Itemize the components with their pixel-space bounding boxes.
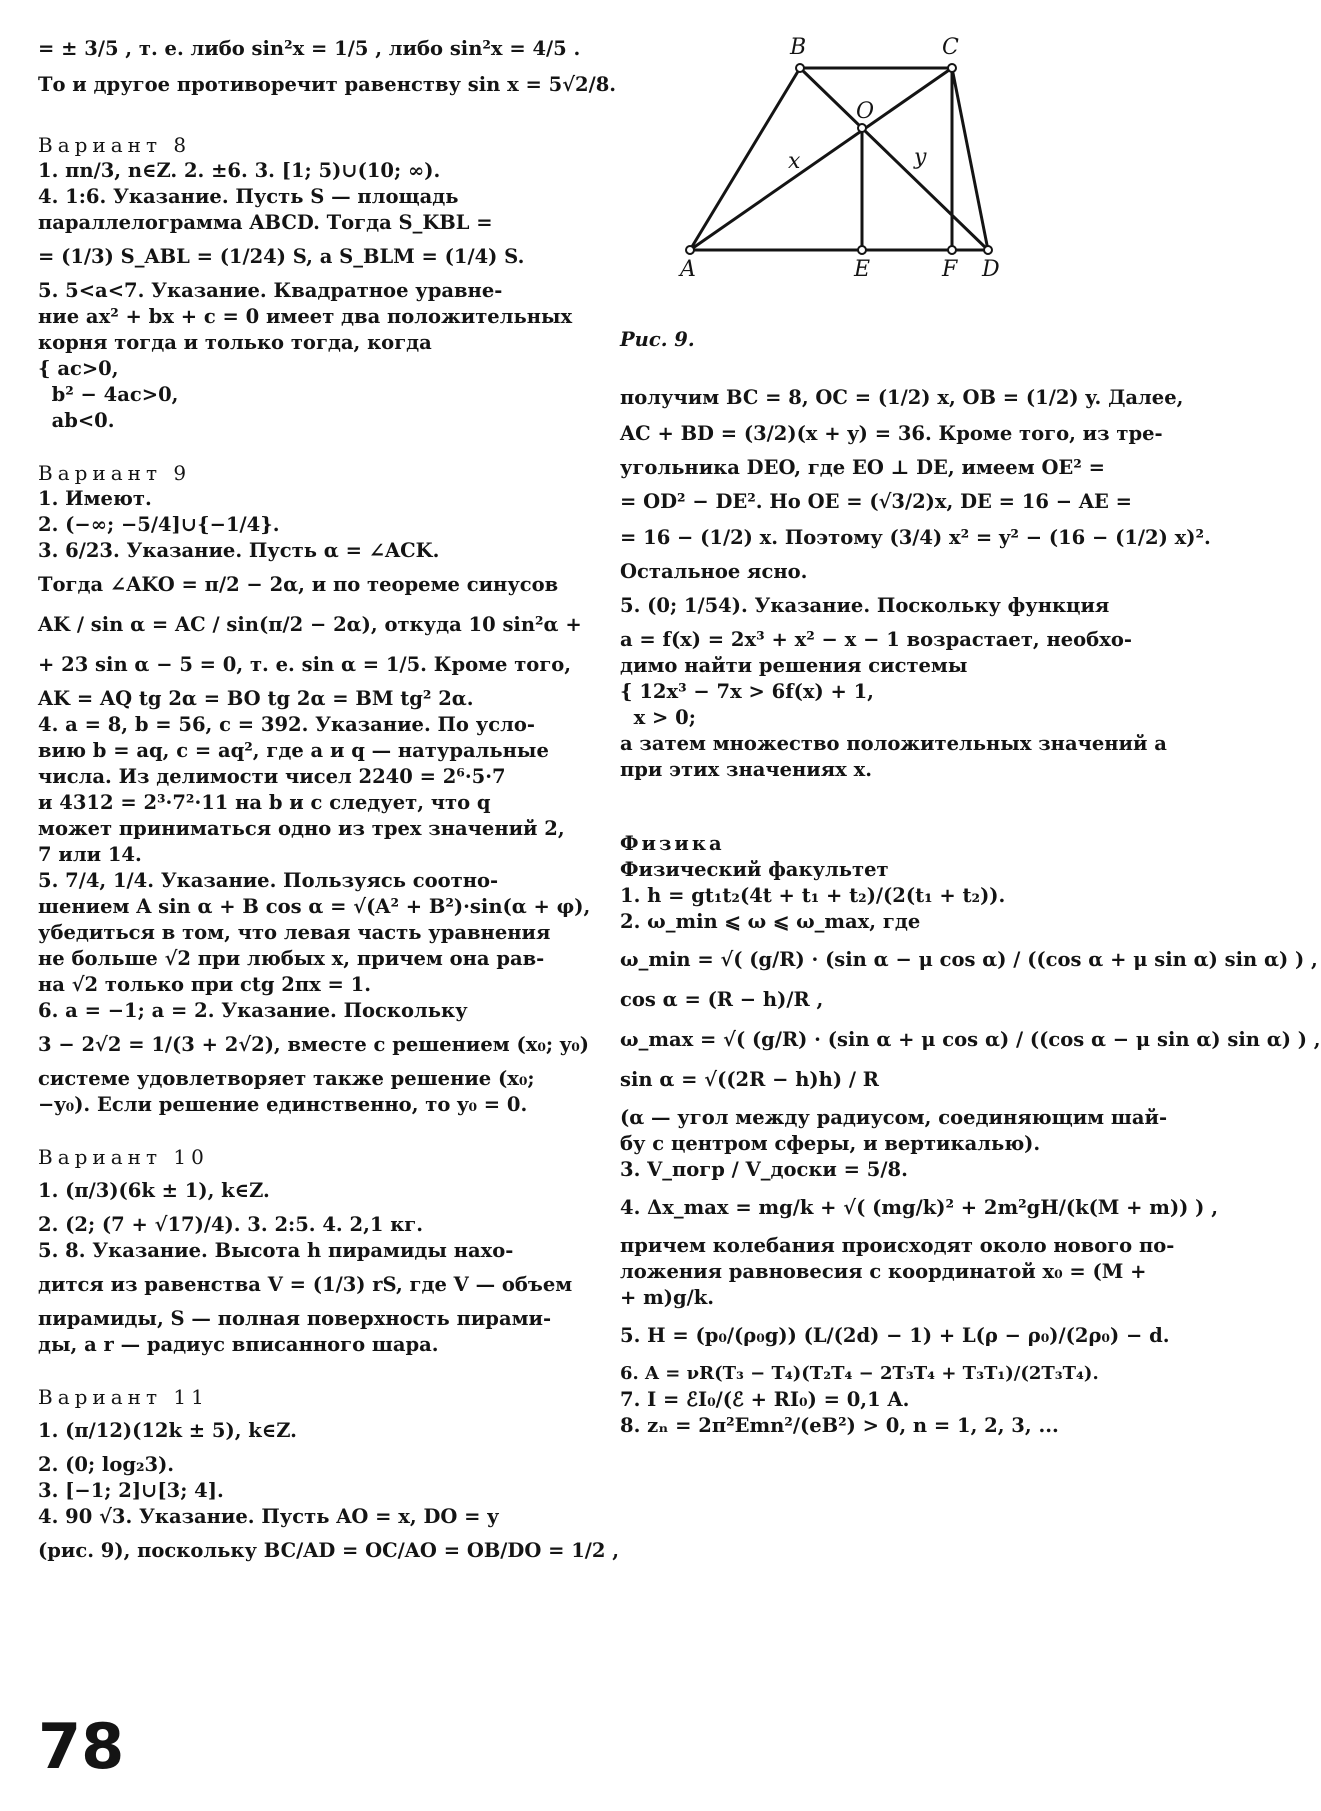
page-number: 78 — [38, 1710, 125, 1783]
label-a: A — [680, 257, 696, 282]
text-line: = (1/3) S_ABL = (1/24) S, а S_BLM = (1/4) S. — [38, 245, 525, 268]
text-line: дится из равенства V = (1/3) rS, где V — объем — [38, 1273, 573, 1296]
formula-line: cos α = (R − h)/R , — [620, 988, 824, 1011]
formula-line: sin α = √((2R − h)h) / R — [620, 1068, 879, 1091]
text-line: 5. 5<a<7. Указание. Квадратное уравне- — [38, 279, 503, 302]
text-line: a = f(x) = 2x³ + x² − x − 1 возрастает, необхо- — [620, 628, 1132, 651]
text-line: 3. V_погр / V_доски = 5/8. — [620, 1158, 908, 1181]
text-line: ние ax² + bx + c = 0 имеет два положительных — [38, 305, 573, 328]
text-line: 1. (π/12)(12k ± 5), k∈Z. — [38, 1419, 297, 1442]
section-subheading-faculty: Физический факультет — [620, 858, 889, 881]
text-line: ложения равновесия с координатой x₀ = (M + — [620, 1260, 1147, 1283]
point-d — [984, 246, 992, 254]
text-line: причем колебания происходят около нового по- — [620, 1234, 1175, 1257]
text-line: (α — угол между радиусом, соединяющим шай- — [620, 1106, 1168, 1129]
segment-ab — [690, 68, 800, 250]
text-line: системе удовлетворяет также решение (x₀; — [38, 1067, 535, 1090]
formula-line: 4. Δx_max = mg/k + √( (mg/k)² + 2m²gH/(k(M + m)) ) , — [620, 1196, 1218, 1219]
text-line: 3. 6/23. Указание. Пусть α = ∠ACK. — [38, 539, 440, 562]
text-line: 6. a = −1; a = 2. Указание. Поскольку — [38, 999, 468, 1022]
system-line: { 12x³ − 7x > 6f(x) + 1, — [620, 680, 874, 703]
text-line: 2. (2; (7 + √17)/4). 3. 2:5. 4. 2,1 кг. — [38, 1213, 424, 1236]
text-line: вию b = aq, c = aq², где a и q — натуральные — [38, 739, 549, 762]
text-line: + 23 sin α − 5 = 0, т. е. sin α = 1/5. Кроме того, — [38, 653, 572, 676]
diagonal-bd — [800, 68, 988, 250]
text-line: (рис. 9), поскольку BC/AD = OC/AO = OB/DO = 1/2 , — [38, 1539, 620, 1562]
formula-line: ω_min = √( (g/R) · (sin α − μ cos α) / ((cos α + μ sin α) sin α) ) , — [620, 948, 1318, 971]
label-b: B — [790, 35, 807, 60]
system-line: b² − 4ac>0, — [38, 383, 179, 406]
text-line: AK / sin α = AC / sin(π/2 − 2α), откуда 10 sin²α + — [38, 613, 582, 636]
text-line: 3 − 2√2 = 1/(3 + 2√2), вместе с решением (x₀; y₀) — [38, 1033, 589, 1056]
section-heading-variant-9: Вариант 9 — [38, 461, 192, 485]
label-d: D — [982, 257, 1000, 282]
text-line: 2. (−∞; −5/4]∪{−1/4}. — [38, 513, 280, 536]
text-line: 4. a = 8, b = 56, c = 392. Указание. По усло- — [38, 713, 535, 736]
text-line: при этих значениях x. — [620, 758, 872, 781]
text-line: 1. Имеют. — [38, 487, 152, 510]
point-b — [796, 64, 804, 72]
system-line: x > 0; — [620, 706, 696, 729]
text-line: 1. πn/3, n∈Z. 2. ±6. 3. [1; 5)∪(10; ∞). — [38, 159, 441, 182]
text-line: 4. 90 √3. Указание. Пусть AO = x, DO = y — [38, 1505, 499, 1528]
point-c — [948, 64, 956, 72]
text-line: Тогда ∠AKO = π/2 − 2α, и по теореме синусов — [38, 573, 559, 596]
text-line: = 16 − (1/2) x. Поэтому (3/4) x² = y² − (16 − (1/2) x)². — [620, 526, 1211, 549]
text-line: 7 или 14. — [38, 843, 142, 866]
text-line: числа. Из делимости чисел 2240 = 2⁶·5·7 — [38, 765, 506, 788]
text-line: не больше √2 при любых x, причем она рав- — [38, 947, 545, 970]
text-line: убедиться в том, что левая часть уравнения — [38, 921, 551, 944]
text-line: может приниматься одно из трех значений 2, — [38, 817, 565, 840]
text-line: 5. 7/4, 1/4. Указание. Пользуясь соотно- — [38, 869, 499, 892]
text-line: AK = AQ tg 2α = BO tg 2α = BM tg² 2α. — [38, 687, 474, 710]
label-y: y — [914, 145, 927, 170]
text-line: на √2 только при ctg 2πx = 1. — [38, 973, 372, 996]
text-line: и 4312 = 2³·7²·11 на b и c следует, что q — [38, 791, 491, 814]
text-line: 4. 1:6. Указание. Пусть S — площадь — [38, 185, 459, 208]
text-line: 3. [−1; 2]∪[3; 4]. — [38, 1479, 224, 1502]
figure-caption: Рис. 9. — [620, 328, 695, 351]
text-line: −y₀). Если решение единственно, то y₀ = 0. — [38, 1093, 528, 1116]
point-o — [858, 124, 866, 132]
section-heading-variant-10: Вариант 10 — [38, 1145, 209, 1169]
text-line: AC + BD = (3/2)(x + y) = 36. Кроме того, из тре- — [620, 422, 1163, 445]
text-line: То и другое противоречит равенству sin x = 5√2/8. — [38, 73, 617, 96]
diagonal-ac — [690, 68, 952, 250]
text-line: 5. 8. Указание. Высота h пирамиды нахо- — [38, 1239, 514, 1262]
text-line: пирамиды, S — полная поверхность пирами- — [38, 1307, 552, 1330]
text-line: = OD² − DE². Но OE = (√3/2)x, DE = 16 − AE = — [620, 490, 1132, 513]
system-line: { ac>0, — [38, 357, 119, 380]
text-line: 5. (0; 1/54). Указание. Поскольку функция — [620, 594, 1110, 617]
formula-line: ω_max = √( (g/R) · (sin α + μ cos α) / ((cos α − μ sin α) sin α) ) , — [620, 1028, 1321, 1051]
text-line: угольника DEO, где EO ⊥ DE, имеем OE² = — [620, 456, 1105, 479]
text-line: 8. zₙ = 2π²Emn²/(eB²) > 0, n = 1, 2, 3, ... — [620, 1414, 1059, 1437]
right-column — [620, 28, 1321, 1439]
section-heading-variant-8: Вариант 8 — [38, 133, 192, 157]
text-line: + m)g/k. — [620, 1286, 715, 1309]
label-e: E — [854, 257, 871, 282]
text-line: корня тогда и только тогда, когда — [38, 331, 432, 354]
left-column — [38, 28, 620, 1572]
label-c: C — [942, 35, 959, 60]
point-a — [686, 246, 694, 254]
text-line: димо найти решения системы — [620, 654, 968, 677]
text-line: параллелограмма ABCD. Тогда S_KBL = — [38, 211, 493, 234]
segment-cd — [952, 68, 988, 250]
section-heading-variant-11: Вариант 11 — [38, 1385, 209, 1409]
text-line: 7. I = ℰI₀/(ℰ + RI₀) = 0,1 A. — [620, 1388, 910, 1411]
point-f — [948, 246, 956, 254]
text-line: 1. (π/3)(6k ± 1), k∈Z. — [38, 1179, 270, 1202]
text-line: 2. (0; log₂3). — [38, 1453, 175, 1476]
text-line: 6. A = νR(T₃ − T₄)(T₂T₄ − 2T₃T₄ + T₃T₁)/(2T₃T₄). — [620, 1363, 1099, 1384]
text-line: бу с центром сферы, и вертикалью). — [620, 1132, 1041, 1155]
text-line: Остальное ясно. — [620, 560, 808, 583]
label-o: O — [856, 99, 875, 124]
text-line: шением A sin α + B cos α = √(A² + B²)·sin(α + φ), — [38, 895, 591, 918]
section-heading-physics: Физика — [620, 832, 725, 855]
text-line: 1. h = gt₁t₂(4t + t₁ + t₂)/(2(t₁ + t₂)). — [620, 884, 1006, 907]
system-line: ab<0. — [38, 409, 115, 432]
formula-line: 5. H = (p₀/(ρ₀g)) (L/(2d) − 1) + L(ρ − ρ₀)/(2ρ₀) − d. — [620, 1324, 1170, 1347]
label-x: x — [788, 149, 801, 174]
text-line: 2. ω_min ⩽ ω ⩽ ω_max, где — [620, 910, 921, 933]
text-line: а затем множество положительных значений a — [620, 732, 1167, 755]
text-line: ды, а r — радиус вписанного шара. — [38, 1333, 439, 1356]
label-f: F — [942, 257, 958, 282]
trapezoid-diagram — [680, 28, 1210, 318]
figure-9 — [680, 28, 1210, 328]
text-line: получим BC = 8, OC = (1/2) x, OB = (1/2) y. Далее, — [620, 386, 1184, 409]
point-e — [858, 246, 866, 254]
text-line: = ± 3/5 , т. е. либо sin²x = 1/5 , либо sin²x = 4/5 . — [38, 37, 581, 60]
